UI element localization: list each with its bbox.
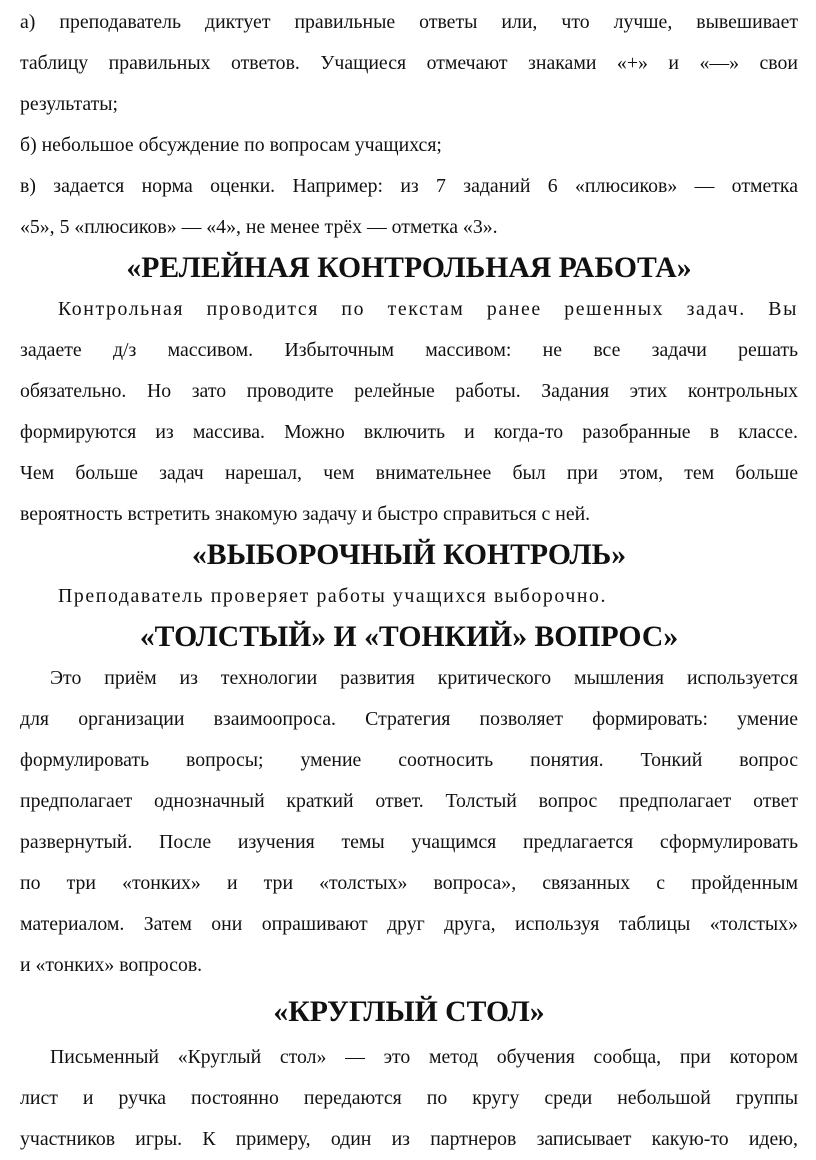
heading-round-table: «КРУГЛЫЙ СТОЛ» xyxy=(273,996,545,1028)
document-page xyxy=(20,2,798,1160)
paragraph-section-a xyxy=(20,2,798,125)
paragraph-section-c xyxy=(20,166,798,248)
text-line: по три «тонких» и три «толстых» вопроса», связанных с пройденным xyxy=(20,872,798,894)
paragraph-round-table xyxy=(20,1037,798,1160)
paragraph-section-b xyxy=(20,125,798,166)
text-line: результаты; xyxy=(20,93,119,115)
text-line: в) задается норма оценки. Например: из 7 заданий 6 «плюсиков» — отметка xyxy=(20,175,798,197)
text-line: «5», 5 «плюсиков» — «4», не менее трёх — отметка «3». xyxy=(20,216,498,238)
text-line: обязательно. Но зато проводите релейные работы. Задания этих контрольных xyxy=(20,380,798,402)
text-line: материалом. Затем они опрашивают друг друга, используя таблицы «толстых» xyxy=(20,913,798,935)
text-line: задаете д/з массивом. Избыточным массивом: не все задачи решать xyxy=(20,339,798,361)
text-line: Это приём из технологии развития критического мышления используется xyxy=(50,667,798,689)
text-line: а) преподаватель диктует правильные ответы или, что лучше, вывешивает xyxy=(20,11,798,33)
paragraph-selective-control xyxy=(20,576,798,617)
text-line: Преподаватель проверяет работы учащихся выборочно. xyxy=(58,585,608,607)
text-line: лист и ручка постоянно передаются по кругу среди небольшой группы xyxy=(20,1087,798,1109)
heading-thick-thin-question: «ТОЛСТЫЙ» И «ТОНКИЙ» ВОПРОС» xyxy=(139,621,679,653)
text-line: Чем больше задач нарешал, чем внимательнее был при этом, тем больше xyxy=(20,462,798,484)
text-line: формируются из массива. Можно включить и когда-то разобранные в классе. xyxy=(20,421,798,443)
text-line: для организации взаимоопроса. Стратегия позволяет формировать: умение xyxy=(20,708,798,730)
text-line: вероятность встретить знакомую задачу и быстро справиться с ней. xyxy=(20,503,591,525)
text-line: Контрольная проводится по текстам ранее решенных задач. Вы xyxy=(58,298,798,320)
heading-relay-test: «РЕЛЕЙНАЯ КОНТРОЛЬНАЯ РАБОТА» xyxy=(126,252,692,284)
text-line: таблицу правильных ответов. Учащиеся отмечают знаками «+» и «—» свои xyxy=(20,52,798,74)
text-line: участников игры. К примеру, один из партнеров записывает какую-то идею, xyxy=(20,1128,798,1150)
text-line: развернутый. После изучения темы учащимся предлагается сформулировать xyxy=(20,831,798,853)
text-line: формулировать вопросы; умение соотносить понятия. Тонкий вопрос xyxy=(20,749,798,771)
text-line: Письменный «Круглый стол» — это метод обучения сообща, при котором xyxy=(50,1046,798,1068)
text-line: б) небольшое обсуждение по вопросам учащихся; xyxy=(20,134,442,156)
paragraph-relay-test xyxy=(20,289,798,535)
paragraph-thick-thin-question xyxy=(20,658,798,986)
text-line: и «тонких» вопросов. xyxy=(20,954,203,976)
heading-selective-control: «ВЫБОРОЧНЫЙ КОНТРОЛЬ» xyxy=(191,539,627,571)
text-line: предполагает однозначный краткий ответ. Толстый вопрос предполагает ответ xyxy=(20,790,798,812)
